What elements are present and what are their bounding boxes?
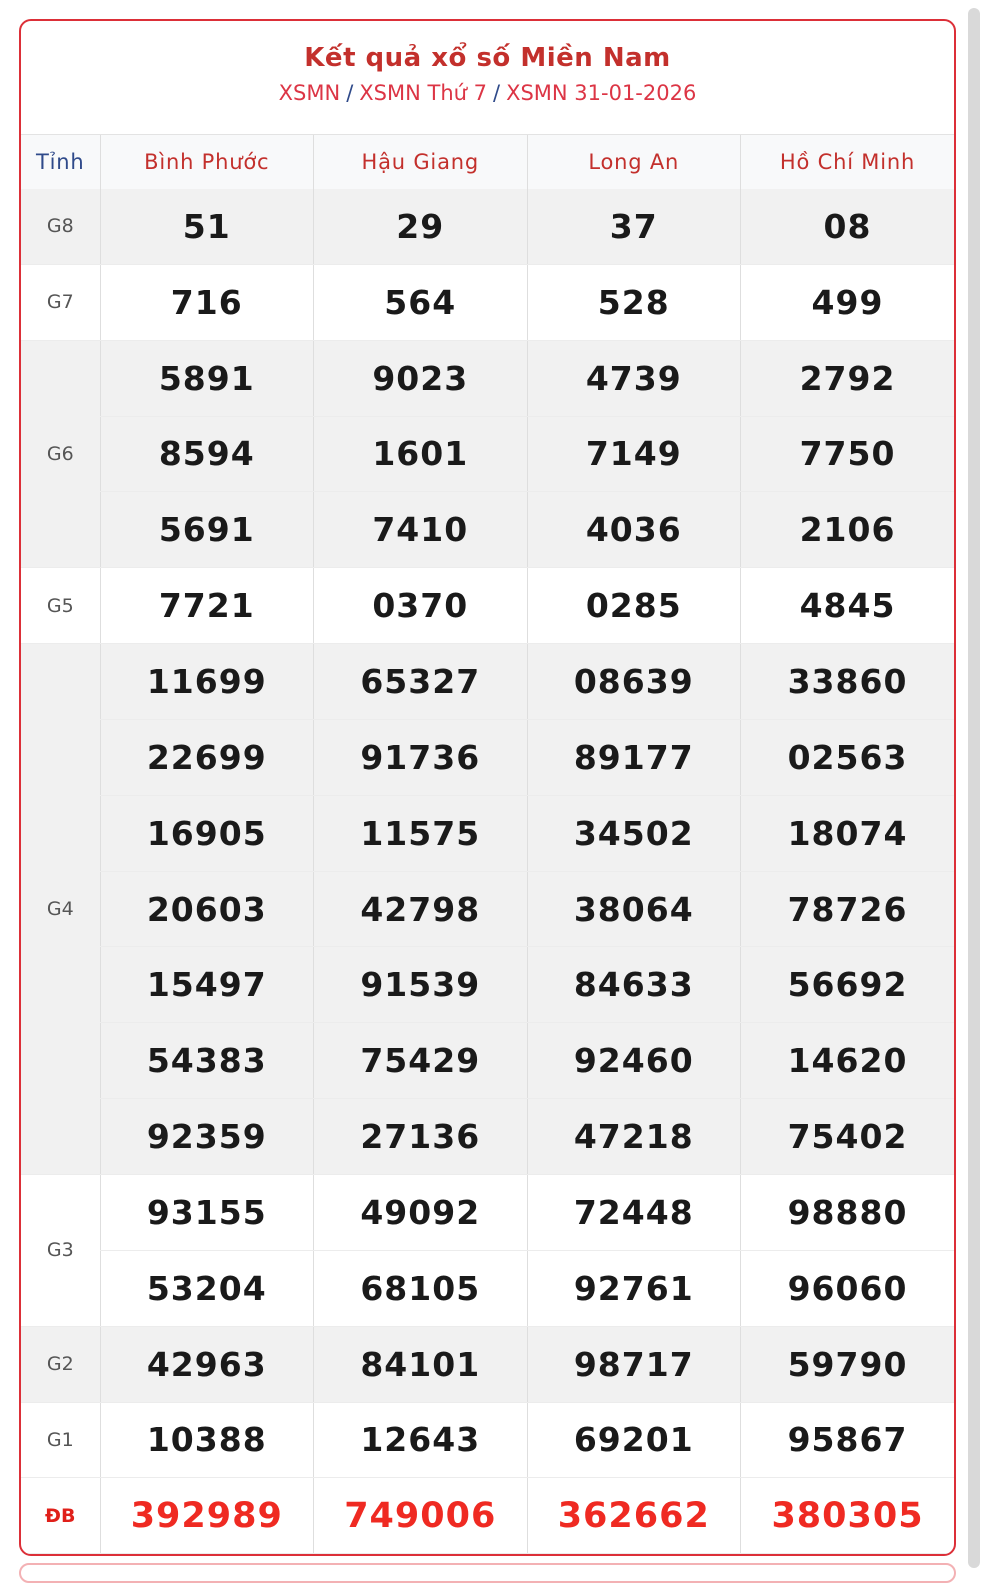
prize-number: 4739 [527,340,741,416]
breadcrumb-xsmn-date[interactable]: XSMN 31-01-2026 [506,81,697,105]
breadcrumb [21,81,954,105]
special-prize-number: 392989 [100,1478,314,1554]
prize-number: 53204 [100,1250,314,1326]
prize-row [21,795,954,871]
prize-number: 54383 [100,1023,314,1099]
prize-number: 75402 [741,1099,955,1175]
prize-label: G6 [21,340,100,568]
prize-number: 75429 [314,1023,528,1099]
prize-number: 7721 [100,568,314,644]
prize-number: 0370 [314,568,528,644]
prize-label: G3 [21,1174,100,1326]
prize-number: 5691 [100,492,314,568]
results-table [21,134,954,1554]
header-province[interactable]: Hồ Chí Minh [741,135,955,189]
special-prize-number: 749006 [314,1478,528,1554]
prize-number: 9023 [314,340,528,416]
prize-row [21,568,954,644]
prize-number: 10388 [100,1402,314,1478]
prize-number: 4845 [741,568,955,644]
prize-number: 29 [314,189,528,265]
prize-number: 91539 [314,947,528,1023]
next-card-edge [19,1563,956,1583]
prize-row [21,719,954,795]
prize-number: 51 [100,189,314,265]
prize-number: 08639 [527,644,741,720]
prize-number: 2106 [741,492,955,568]
prize-number: 72448 [527,1174,741,1250]
prize-number: 65327 [314,644,528,720]
prize-number: 4036 [527,492,741,568]
prize-row [21,1478,954,1554]
prize-number: 47218 [527,1099,741,1175]
prize-label: G1 [21,1402,100,1478]
special-prize-number: 380305 [741,1478,955,1554]
prize-number: 08 [741,189,955,265]
prize-number: 15497 [100,947,314,1023]
results-card [19,19,956,1556]
prize-number: 27136 [314,1099,528,1175]
prize-number: 7750 [741,416,955,492]
prize-number: 59790 [741,1326,955,1402]
prize-number: 7410 [314,492,528,568]
prize-row [21,1250,954,1326]
prize-number: 84101 [314,1326,528,1402]
prize-number: 68105 [314,1250,528,1326]
results-body [21,189,954,1554]
prize-number: 1601 [314,416,528,492]
header-province[interactable]: Bình Phước [100,135,314,189]
prize-label: G7 [21,264,100,340]
prize-row [21,264,954,340]
prize-number: 42963 [100,1326,314,1402]
prize-row [21,947,954,1023]
breadcrumb-xsmn-thu7[interactable]: XSMN Thứ 7 [359,81,487,105]
prize-number: 564 [314,264,528,340]
special-prize-number: 362662 [527,1478,741,1554]
prize-row [21,1099,954,1175]
results-header [21,21,954,134]
prize-number: 2792 [741,340,955,416]
prize-label: G4 [21,644,100,1175]
prize-number: 92761 [527,1250,741,1326]
scrollbar[interactable] [968,8,980,1568]
prize-label: ĐB [21,1478,100,1554]
prize-number: 5891 [100,340,314,416]
prize-number: 95867 [741,1402,955,1478]
prize-label: G2 [21,1326,100,1402]
prize-row [21,871,954,947]
header-province[interactable]: Hậu Giang [314,135,528,189]
prize-number: 8594 [100,416,314,492]
prize-label: G8 [21,189,100,265]
header-province-label: Tỉnh [21,135,100,189]
prize-number: 42798 [314,871,528,947]
prize-number: 34502 [527,795,741,871]
prize-number: 93155 [100,1174,314,1250]
prize-number: 96060 [741,1250,955,1326]
prize-number: 528 [527,264,741,340]
prize-number: 98880 [741,1174,955,1250]
prize-number: 56692 [741,947,955,1023]
prize-number: 89177 [527,719,741,795]
prize-number: 92460 [527,1023,741,1099]
prize-number: 84633 [527,947,741,1023]
prize-row [21,1174,954,1250]
prize-number: 14620 [741,1023,955,1099]
prize-number: 0285 [527,568,741,644]
prize-number: 37 [527,189,741,265]
prize-number: 69201 [527,1402,741,1478]
prize-number: 11575 [314,795,528,871]
prize-number: 12643 [314,1402,528,1478]
page-title: Kết quả xổ số Miền Nam [304,43,671,73]
prize-label: G5 [21,568,100,644]
prize-number: 98717 [527,1326,741,1402]
breadcrumb-xsmn[interactable]: XSMN [278,81,341,105]
prize-number: 38064 [527,871,741,947]
prize-number: 91736 [314,719,528,795]
prize-row [21,1402,954,1478]
prize-number: 33860 [741,644,955,720]
prize-row [21,340,954,416]
prize-row [21,1023,954,1099]
prize-number: 11699 [100,644,314,720]
prize-number: 49092 [314,1174,528,1250]
prize-number: 22699 [100,719,314,795]
prize-number: 16905 [100,795,314,871]
prize-number: 92359 [100,1099,314,1175]
prize-row [21,416,954,492]
prize-number: 02563 [741,719,955,795]
prize-number: 716 [100,264,314,340]
prize-row [21,644,954,720]
prize-number: 20603 [100,871,314,947]
prize-number: 18074 [741,795,955,871]
prize-row [21,1326,954,1402]
prize-row [21,492,954,568]
prize-number: 78726 [741,871,955,947]
prize-row [21,189,954,265]
table-header-row [21,135,954,189]
header-province[interactable]: Long An [527,135,741,189]
prize-number: 7149 [527,416,741,492]
breadcrumb-separator: / [492,81,501,105]
prize-number: 499 [741,264,955,340]
breadcrumb-separator: / [346,81,354,105]
